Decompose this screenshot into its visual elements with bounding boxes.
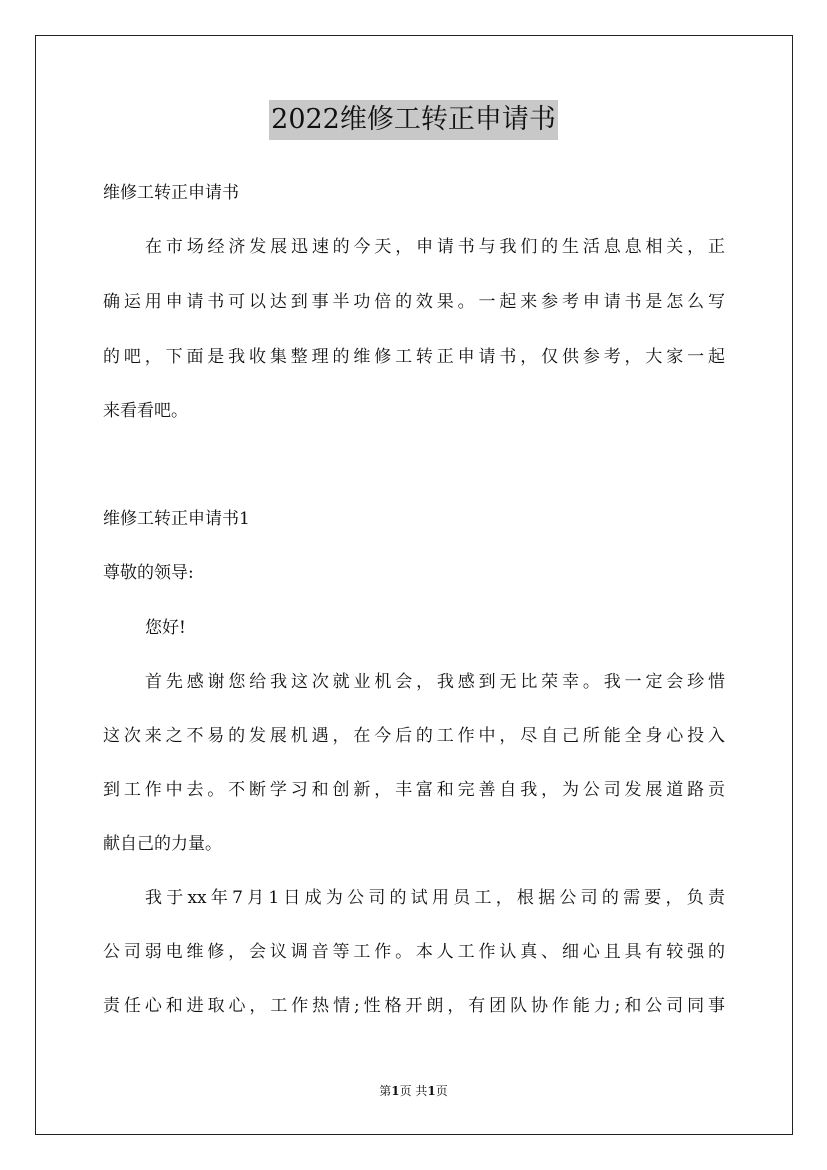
greeting: 您好! bbox=[145, 618, 186, 638]
document-heading: 维修工转正申请书 bbox=[103, 183, 239, 203]
salutation: 尊敬的领导: bbox=[103, 563, 194, 583]
footer-page-total: 1 bbox=[427, 1084, 436, 1098]
section-title: 维修工转正申请书1 bbox=[103, 509, 250, 529]
intro-line-1: 在市场经济发展迅速的今天，申请书与我们的生活息息相关，正 bbox=[145, 237, 725, 257]
para2-line-1: 我于xx年7月1日成为公司的试用员工，根据公司的需要，负责 bbox=[145, 888, 725, 908]
document-title: 2022维修工转正申请书 bbox=[269, 100, 558, 140]
footer-suffix: 页 bbox=[435, 1084, 448, 1098]
para2-line-2: 公司弱电维修，会议调音等工作。本人工作认真、细心且具有较强的 bbox=[103, 942, 725, 962]
para1-line-3: 到工作中去。不断学习和创新，丰富和完善自我，为公司发展道路贡 bbox=[103, 780, 725, 800]
para1-line-1: 首先感谢您给我这次就业机会，我感到无比荣幸。我一定会珍惜 bbox=[145, 672, 725, 692]
para2-line-3: 责任心和进取心，工作热情;性格开朗，有团队协作能力;和公司同事 bbox=[103, 996, 725, 1016]
intro-line-3: 的吧，下面是我收集整理的维修工转正申请书，仅供参考，大家一起 bbox=[103, 347, 725, 367]
title-container bbox=[0, 100, 827, 140]
para1-line-4: 献自己的力量。 bbox=[103, 834, 222, 854]
intro-line-4: 来看看吧。 bbox=[103, 401, 188, 421]
intro-line-2: 确运用申请书可以达到事半功倍的效果。一起来参考申请书是怎么写 bbox=[103, 292, 725, 312]
para1-line-2: 这次来之不易的发展机遇，在今后的工作中，尽自己所能全身心投入 bbox=[103, 726, 725, 746]
footer-page-number: 1 bbox=[391, 1084, 400, 1098]
page-footer bbox=[0, 1082, 827, 1100]
footer-mid: 页 共 bbox=[399, 1084, 428, 1098]
footer-prefix: 第 bbox=[379, 1084, 392, 1098]
